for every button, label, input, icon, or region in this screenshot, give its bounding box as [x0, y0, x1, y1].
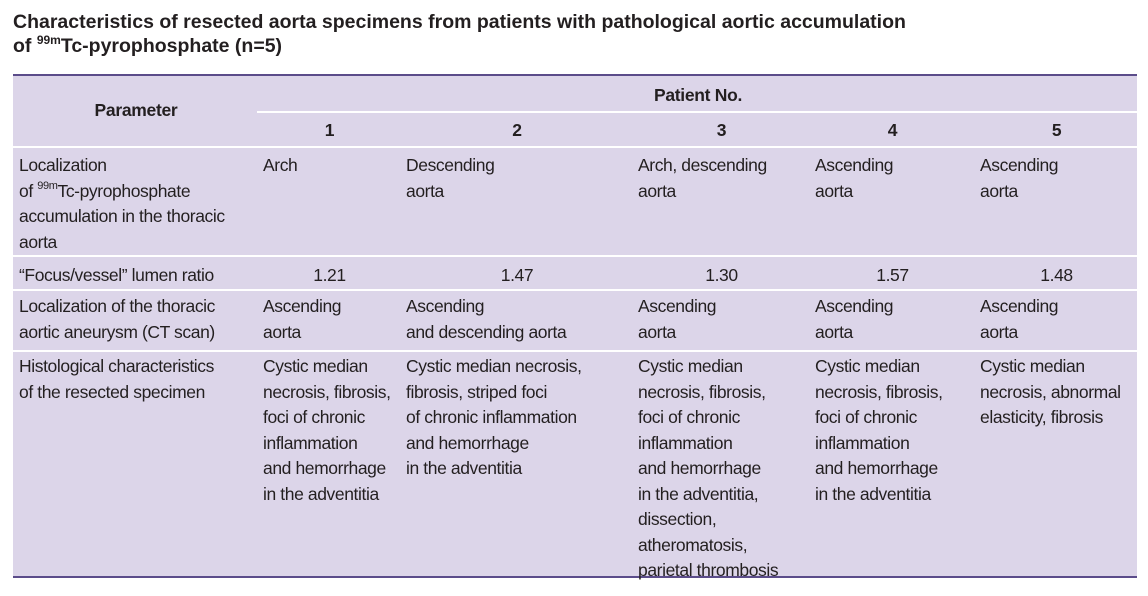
characteristics-table — [13, 76, 1137, 584]
ratio-value-5: 1.48 — [974, 256, 1137, 290]
ratio-value-1: 1.21 — [257, 256, 400, 290]
patient-3-header: 3 — [632, 112, 809, 147]
parameter-header: Parameter — [94, 100, 178, 121]
patient-1-header: 1 — [257, 112, 400, 147]
caption-line-2: of $^{99m}$Tc-pyrophosphate (n=5) — [13, 32, 283, 57]
histology-value-3: Cystic median necrosis, fibrosis, foci of chronic inflammation and hemorrhage in the adventitia, dissection, atheromatosis, parietal thrombosis — [632, 351, 809, 584]
histology-label: Histological characteristics of the resected specimen — [13, 351, 257, 584]
localization-value-5: Ascending aorta — [974, 147, 1137, 256]
ct-value-1: Ascending aorta — [257, 290, 400, 351]
ratio-label: “Focus/vessel” lumen ratio — [13, 256, 257, 290]
patient-no-header: Patient No. — [653, 85, 743, 105]
caption-line-1: Characteristics of resected aorta specimens from patients with pathological aortic accumulation — [13, 11, 906, 33]
localization-label: Localization of $^{99m}$Tc-pyrophosphate accumulation in the thoracic aorta — [13, 147, 257, 256]
localization-value-1: Arch — [257, 147, 400, 256]
patient-5-header: 5 — [974, 112, 1137, 147]
localization-value-4: Ascending aorta — [809, 147, 974, 256]
table-row-localization — [13, 147, 1137, 256]
histology-value-1: Cystic median necrosis, fibrosis, foci of chronic inflammation and hemorrhage in the adventitia — [257, 351, 400, 584]
table-row-ratio — [13, 256, 1137, 290]
localization-value-2: Descending aorta — [400, 147, 632, 256]
table-caption — [13, 10, 1133, 58]
table-row-histology — [13, 351, 1137, 584]
ratio-value-3: 1.30 — [632, 256, 809, 290]
patient-4-header: 4 — [809, 112, 974, 147]
histology-value-4: Cystic median necrosis, fibrosis, foci of chronic inflammation and hemorrhage in the adventitia — [809, 351, 974, 584]
patient-2-header: 2 — [400, 112, 632, 147]
ratio-value-4: 1.57 — [809, 256, 974, 290]
localization-value-3: Arch, descending aorta — [632, 147, 809, 256]
ct-value-4: Ascending aorta — [809, 290, 974, 351]
ct-value-2: Ascending and descending aorta — [400, 290, 632, 351]
ratio-value-2: 1.47 — [400, 256, 632, 290]
ct-value-3: Ascending aorta — [632, 290, 809, 351]
histology-value-5: Cystic median necrosis, abnormal elasticity, fibrosis — [974, 351, 1137, 584]
characteristics-table-container — [13, 74, 1137, 578]
ct-value-5: Ascending aorta — [974, 290, 1137, 351]
table-row-ct-scan — [13, 290, 1137, 351]
ct-label: Localization of the thoracic aortic aneurysm (CT scan) — [13, 290, 257, 351]
histology-value-2: Cystic median necrosis, fibrosis, striped foci of chronic inflammation and hemorrhage in the adventitia — [400, 351, 632, 584]
header-row-top — [13, 76, 1137, 112]
